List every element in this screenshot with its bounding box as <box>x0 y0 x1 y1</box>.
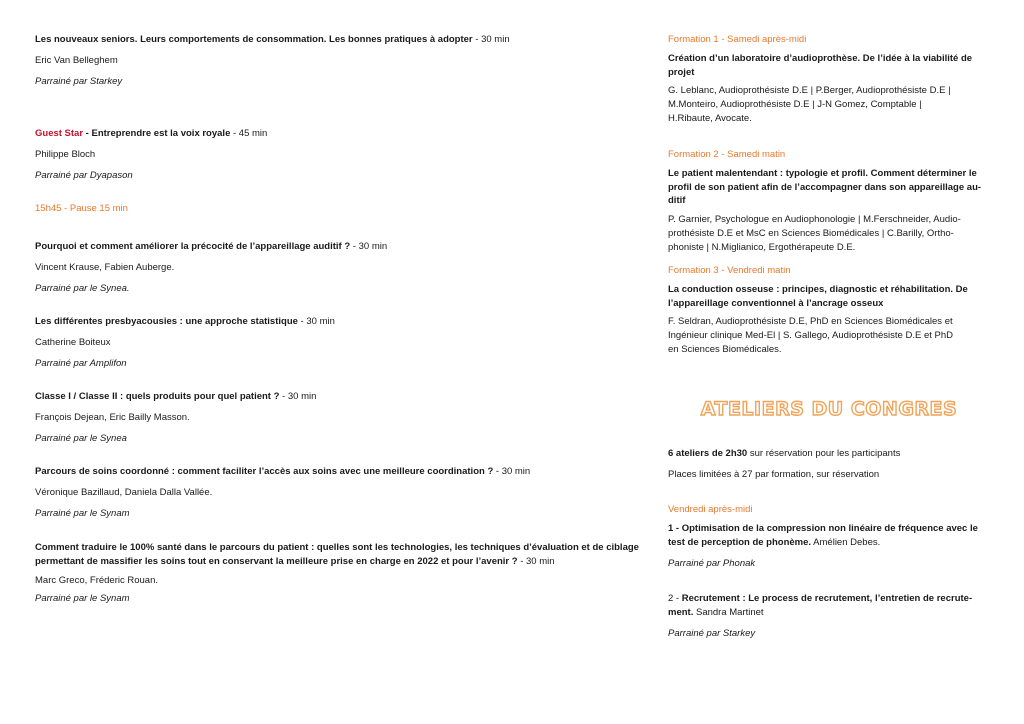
session-duration: - 30 min <box>493 466 531 477</box>
atelier-2 <box>668 592 990 640</box>
atelier-title-line: ment. <box>668 606 694 618</box>
session-title: Pourquoi et comment améliorer la précocité de l’appareillage auditif ? <box>35 241 351 252</box>
formation-3 <box>668 264 990 357</box>
session-seniors <box>35 33 650 88</box>
formation-people-line: phoniste | N.Miglianico, Ergothérapeute D.E. <box>668 241 856 253</box>
session-title-line2: permettant de massifier les soins tout en conservant la meilleure prise en charge en 2022 et pour l’avenir ? <box>35 555 518 567</box>
session-speakers: Philippe Bloch <box>35 148 96 160</box>
session-sponsor: Parrainé par le Synam <box>35 507 130 519</box>
formation-2 <box>668 148 990 254</box>
formation-title-line: l’appareillage conventionnel à l’ancrage osseux <box>668 297 884 309</box>
formation-heading: Formation 3 - Vendredi matin <box>668 265 791 276</box>
session-speakers: Catherine Boiteux <box>35 336 111 348</box>
formation-title-line: La conduction osseuse : principes, diagnostic et réhabilitation. De <box>668 283 968 295</box>
formation-title-line: Le patient malentendant : typologie et profil. Comment déterminer le <box>668 167 977 179</box>
session-parcours <box>35 465 650 520</box>
session-sponsor: Parrainé par Dyapason <box>35 169 133 181</box>
ateliers-heading: ATELIERS DU CONGRES <box>700 398 958 420</box>
formation-people-line: prothésiste D.E et MsC en Sciences Biomédicales | C.Barilly, Ortho- <box>668 227 954 239</box>
session-sponsor: Parrainé par le Synam <box>35 593 130 605</box>
session-duration: - 45 min <box>230 128 268 139</box>
session-duration: - 30 min <box>279 391 317 402</box>
session-speakers: Véronique Bazillaud, Daniela Dalla Vallée. <box>35 486 213 498</box>
atelier-speaker: Amélien Debes. <box>811 536 881 548</box>
atelier-title-line: 1 - Optimisation de la compression non linéaire de fréquence avec le <box>668 523 978 534</box>
ateliers-count: 6 ateliers de 2h30 <box>668 448 748 459</box>
formation-title-line: profil de son patient afin de l’accompagner dans son appareillage au- <box>668 181 982 193</box>
atelier-title-line: test de perception de phonème. <box>668 536 812 548</box>
session-sponsor: Parrainé par Amplifon <box>35 357 127 369</box>
session-speakers: Marc Greco, Fréderic Rouan. <box>35 574 159 586</box>
pause-label: 15h45 - Pause 15 min <box>35 203 128 214</box>
session-title: Classe I / Classe II : quels produits pour quel patient ? <box>35 391 280 402</box>
formation-heading: Formation 2 - Samedi matin <box>668 149 786 160</box>
session-title-line1: Comment traduire le 100% santé dans le parcours du patient : quelles sont les technologies, les techniques d’évaluation et de ciblage <box>35 542 639 553</box>
session-duration: - 30 min <box>350 241 388 252</box>
formation-people-line: Ingénieur clinique Med-El | S. Gallego, Audioprothésiste D.E et PhD <box>668 330 953 342</box>
formation-people-line: P. Garnier, Psychologue en Audiophonologie | M.Ferschneider, Audio- <box>668 214 961 226</box>
session-presbyacousies <box>35 315 650 370</box>
formation-title-line: Création d’un laboratoire d’audioprothèse. De l’idée à la viabilité de <box>668 52 973 64</box>
session-100-sante <box>35 541 650 606</box>
formation-people-line: H.Ribaute, Avocate. <box>668 112 752 124</box>
formation-title-line: ditif <box>668 195 686 207</box>
session-sponsor: Parrainé par le Synea <box>35 432 127 444</box>
session-speakers: Vincent Krause, Fabien Auberge. <box>35 261 175 273</box>
session-duration: - 30 min <box>297 316 335 327</box>
formation-1 <box>668 33 990 126</box>
ateliers-day-heading: Vendredi après-midi <box>668 504 753 515</box>
atelier-number: 2 - <box>668 593 682 604</box>
atelier-sponsor: Parrainé par Starkey <box>668 627 756 639</box>
session-sponsor: Parrainé par Starkey <box>35 75 123 87</box>
session-sponsor: Parrainé par le Synea. <box>35 282 130 294</box>
formation-people-line: M.Monteiro, Audioprothésiste D.E | J-N Gomez, Comptable | <box>668 99 922 111</box>
session-speakers: François Dejean, Eric Bailly Masson. <box>35 411 190 423</box>
atelier-sponsor: Parrainé par Phonak <box>668 557 756 569</box>
ateliers-places: Places limitées à 27 par formation, sur réservation <box>668 468 880 480</box>
formation-people-line: F. Seldran, Audioprothésiste D.E, PhD en Sciences Biomédicales et <box>668 316 953 328</box>
session-title: Les nouveaux seniors. Leurs comportements de consommation. Les bonnes pratiques à adopter <box>35 34 473 45</box>
session-duration: - 30 min <box>517 555 555 567</box>
formation-title-line: projet <box>668 66 695 78</box>
formation-people-line: G. Leblanc, Audioprothésiste D.E | P.Berger, Audioprothésiste D.E | <box>668 85 951 97</box>
session-precocite <box>35 240 650 295</box>
atelier-speaker: Sandra Martinet <box>693 606 764 618</box>
atelier-1 <box>668 522 990 570</box>
session-title: Les différentes presbyacousies : une approche statistique <box>35 316 298 327</box>
session-classe <box>35 390 650 445</box>
session-duration: - 30 min <box>472 34 510 45</box>
ateliers-intro <box>668 447 990 482</box>
formation-heading: Formation 1 - Samedi après-midi <box>668 34 807 45</box>
ateliers-intro-text: sur réservation pour les participants <box>747 448 901 459</box>
session-speakers: Eric Van Belleghem <box>35 54 118 66</box>
session-guest-star <box>35 127 650 182</box>
formation-people-line: en Sciences Biomédicales. <box>668 343 782 355</box>
session-title: Parcours de soins coordonné : comment faciliter l’accès aux soins avec une meilleure coordination ? <box>35 466 494 477</box>
atelier-title-line: Recrutement : Le process de recrutement, l’entretien de recrute- <box>681 593 973 604</box>
session-title: - Entreprendre est la voix royale <box>83 128 231 139</box>
guest-star-label: Guest Star <box>35 128 84 139</box>
ateliers-title <box>668 396 990 424</box>
